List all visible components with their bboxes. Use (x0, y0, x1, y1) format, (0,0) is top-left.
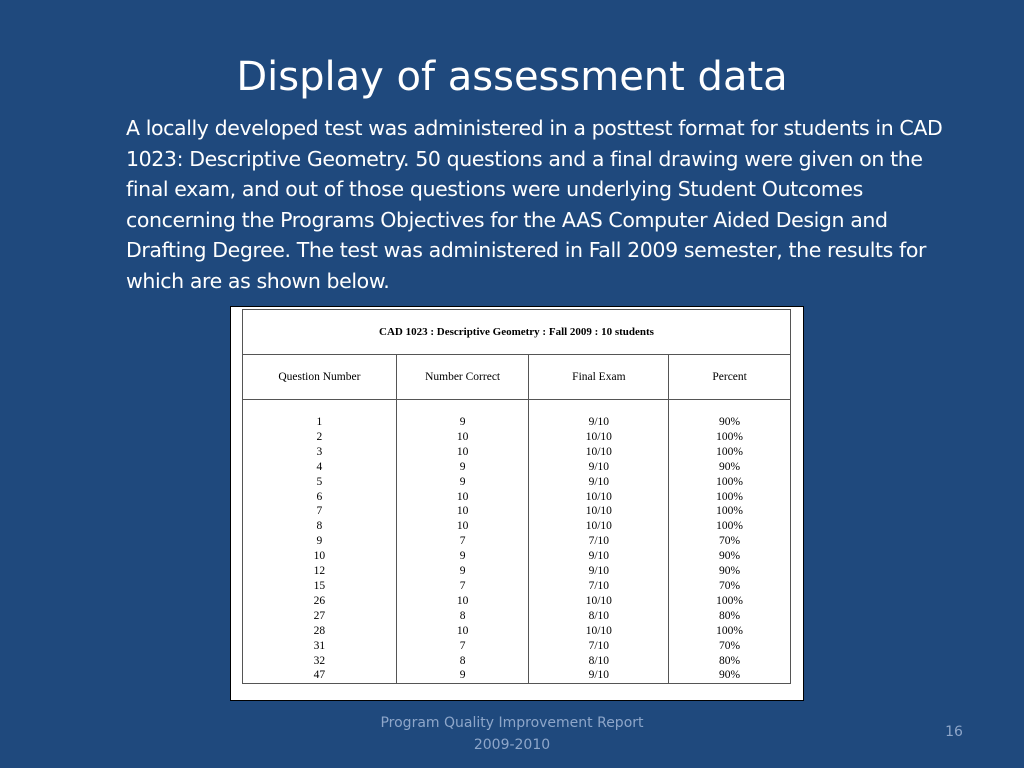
table-cell: 2 (316, 430, 323, 443)
table-cell: 10 (456, 505, 469, 518)
table-cell: 10/10 (585, 594, 612, 607)
table-cell: 10/10 (585, 520, 612, 533)
table-cell: 100% (716, 594, 744, 607)
assessment-table-panel (230, 306, 804, 701)
table-cell: 7 (459, 535, 466, 548)
assessment-table (242, 309, 791, 684)
table-cell: 8 (459, 654, 466, 667)
table-cell: 90% (719, 550, 741, 563)
table-cell: 90% (719, 460, 741, 473)
column-number-correct (396, 400, 529, 684)
table-cell: 80% (719, 609, 741, 622)
table-cell: 8/10 (588, 654, 610, 667)
table-cell: 10 (456, 520, 469, 533)
table-cell: 9 (459, 416, 466, 428)
table-cell: 8 (316, 520, 323, 533)
table-cell: 8 (459, 609, 466, 622)
table-cell: 10/10 (585, 505, 612, 518)
table-cell: 90% (719, 565, 741, 578)
table-cell: 8/10 (588, 609, 610, 622)
table-cell: 47 (313, 669, 326, 682)
footer (360, 712, 664, 756)
page-number: 16 (945, 724, 963, 740)
table-cell: 10/10 (585, 445, 612, 458)
table-cell: 31 (313, 639, 326, 652)
header-question-number: Question Number (243, 355, 397, 400)
column-question-number (243, 400, 397, 684)
table-cell: 9 (459, 475, 466, 488)
table-cell: 27 (313, 609, 326, 622)
table-cell: 70% (719, 639, 741, 652)
header-number-correct: Number Correct (396, 355, 529, 400)
footer-report-title: Program Quality Improvement Report (380, 715, 644, 731)
table-cell: 80% (719, 654, 741, 667)
table-cell: 70% (719, 579, 741, 592)
table-cell: 70% (719, 535, 741, 548)
table-cell: 7 (316, 505, 323, 518)
table-cell: 90% (719, 669, 741, 682)
table-cell: 3 (316, 445, 323, 458)
table-cell: 7 (459, 579, 466, 592)
table-cell: 100% (716, 490, 744, 503)
table-cell: 10 (456, 490, 469, 503)
table-cell: 9/10 (588, 460, 610, 473)
table-cell: 100% (716, 445, 744, 458)
table-cell: 7/10 (588, 579, 610, 592)
table-cell: 4 (316, 460, 323, 473)
table-cell: 10 (313, 550, 326, 563)
table-cell: 28 (313, 624, 326, 637)
table-cell: 5 (316, 475, 323, 488)
footer-report-years: 2009-2010 (473, 737, 551, 753)
table-cell: 9/10 (588, 475, 610, 488)
table-cell: 15 (313, 579, 326, 592)
table-cell: 9/10 (588, 550, 610, 563)
table-caption: CAD 1023 : Descriptive Geometry : Fall 2009 : 10 students (243, 310, 791, 355)
table-cell: 9/10 (588, 669, 610, 682)
table-cell: 9 (459, 565, 466, 578)
table-cell: 10 (456, 445, 469, 458)
table-cell: 7/10 (588, 639, 610, 652)
table-cell: 100% (716, 505, 744, 518)
table-cell: 90% (719, 416, 741, 428)
slide-title: Display of assessment data (236, 54, 788, 100)
table-cell: 9/10 (588, 565, 610, 578)
table-cell: 10 (456, 430, 469, 443)
table-cell: 26 (313, 594, 326, 607)
table-cell: 1 (316, 416, 323, 428)
column-final-exam (529, 400, 669, 684)
table-cell: 9 (459, 550, 466, 563)
table-cell: 12 (313, 565, 326, 578)
table-cell: 100% (716, 520, 744, 533)
table-cell: 100% (716, 430, 744, 443)
table-cell: 10 (456, 594, 469, 607)
table-cell: 9/10 (588, 416, 610, 428)
table-cell: 7 (459, 639, 466, 652)
table-cell: 9 (459, 460, 466, 473)
table-cell: 10/10 (585, 430, 612, 443)
table-cell: 9 (459, 669, 466, 682)
table-cell: 9 (316, 535, 323, 548)
table-cell: 100% (716, 624, 744, 637)
column-percent (669, 400, 791, 684)
table-cell: 7/10 (588, 535, 610, 548)
table-cell: 6 (316, 490, 323, 503)
table-cell: 32 (313, 654, 326, 667)
table-cell: 10/10 (585, 490, 612, 503)
table-cell: 10 (456, 624, 469, 637)
table-cell: 100% (716, 475, 744, 488)
intro-paragraph: A locally developed test was administered in a posttest format for students in CAD 1023: Descriptive Geometry. 50 questions and a final drawing were given on the final exam, and out of those questions were underlying Student Outcomes concerning the Programs Objectives for the AAS Computer Aided Design and Drafting Degree. The test was administered in Fall 2009 semester, the results for which are as shown below. (126, 116, 943, 293)
header-final-exam: Final Exam (529, 355, 669, 400)
header-percent: Percent (669, 355, 791, 400)
table-cell: 10/10 (585, 624, 612, 637)
